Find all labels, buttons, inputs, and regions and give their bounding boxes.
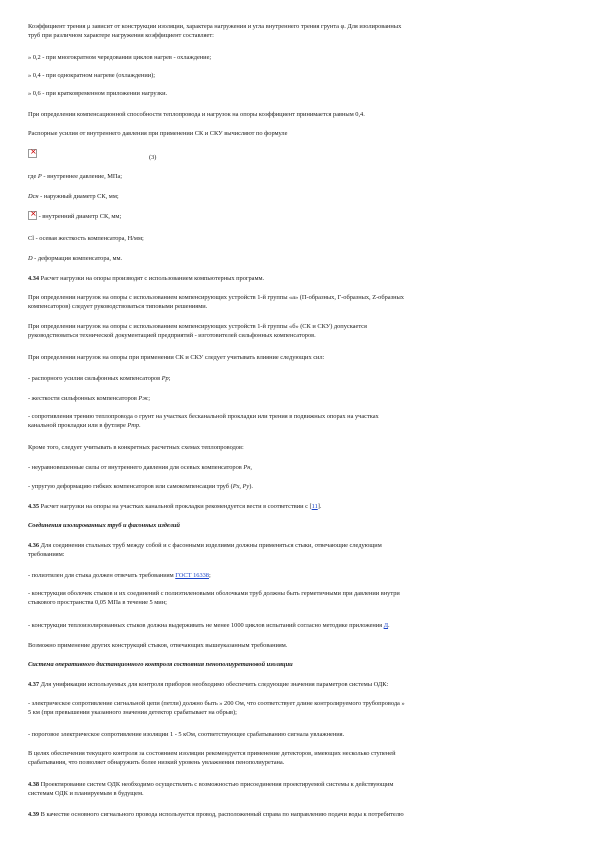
list-item: - пороговое электрическое сопротивление изоляции 1 - 5 кОм, соответствующее срабатыванию сигнала увлажнения. [28, 731, 345, 738]
section-4-38: 4.38 Проектирование систем ОДК необходимо осуществлять с возможностью присоединения проектируемой системы к действующим системам ОДК и планируемым в будущем. [28, 781, 394, 797]
list-item: - конструкция оболочек стыков и их соединений с полиэтиленовыми оболочками труб должны быть герметичными при давлении внутри стыкового пространства 0,05 МПа в течение 5 мин; [28, 590, 400, 606]
paragraph: Кроме того, следует учитывать в конкретных расчетных схемах теплопроводов: [28, 444, 244, 451]
list-item: - жесткости сильфонных компенсаторов Pж; [28, 395, 150, 402]
definition-item: где P - внутреннее давление, МПа; [28, 173, 123, 180]
formula-number: (3) [149, 154, 157, 161]
broken-image-icon [28, 211, 37, 220]
list-item: - полиэтилен для стыка должен отвечать требованиям ГОСТ 16338; [28, 572, 211, 579]
section-4-34: 4.34 Расчет нагрузки на опоры производят с использованием компьютерных программ. [28, 275, 265, 282]
reference-link-11[interactable]: 11 [311, 503, 318, 510]
list-item: » 0,2 - при многократном чередовании циклов нагрев - охлаждение; [28, 54, 212, 61]
list-item: - конструкции теплоизолированных стыков должна выдерживать не менее 1000 циклов испытаний согласно методике приложения Д. [28, 622, 390, 629]
list-item: - неуравновешенные силы от внутреннего давления для осевых компенсаторов Pн, [28, 464, 252, 471]
list-item: - распорного усилия сильфонных компенсаторов Pр; [28, 375, 171, 382]
paragraph: При определении нагрузок на опоры при применении СК и СКУ следует учитывать влияние следующих сил: [28, 354, 325, 361]
list-item: - электрическое сопротивление сигнальной цепи (петли) должно быть » 200 Ом, что соответствует длине контролируемого трубопровода » 5 км (при превышении указанного значения детектор срабатывает на обрыв); [28, 700, 405, 716]
section-heading: Система оперативного дистанционного контроля состояния пенополиуретановой изоляции [28, 661, 293, 668]
section-4-36: 4.36 Для соединения стальных труб между собой и с фасонными изделиями должны применяться стыки, отвечающие следующим требованиям: [28, 542, 382, 558]
section-heading: Соединения изолированных труб и фасонных изделий [28, 522, 180, 529]
paragraph: Распорные усилия от внутреннего давления при применении СК и СКУ вычисляют по формуле [28, 130, 288, 137]
paragraph: При определении нагрузок на опоры с использованием компенсирующих устройств 1-й группы «а» (П-образных, Г-образных, Z-образных компенсаторов) следует руководствоваться типовыми решениями. [28, 294, 404, 310]
definition-item: D - деформация компенсатора, мм. [28, 255, 123, 262]
list-item: - упругую деформацию гибких компенсаторов или самокомпенсации труб (Px, Py). [28, 483, 253, 490]
gost-link[interactable]: ГОСТ 16338 [175, 572, 209, 579]
paragraph-friction-coefficient: Коэффициент трения μ зависит от конструкции изоляции, характера нагружения и угла внутреннего трения грунта φ. Для изолированных труб при различном характере нагружения коэффициент составляет: [28, 23, 402, 39]
paragraph: При определении компенсационной способности теплопровода и нагрузок на опоры коэффициент принимается равным 0,4. [28, 111, 365, 118]
broken-image-icon [28, 149, 37, 158]
list-item: » 0,6 - при кратковременном приложении нагрузки. [28, 90, 168, 97]
appendix-link[interactable]: Д [383, 622, 389, 629]
definition-item: × - внутренний диаметр СК, мм; [28, 211, 568, 221]
formula-row [28, 149, 568, 159]
list-item: » 0,4 - при однократном нагреве (охлаждении); [28, 72, 155, 79]
section-4-35: 4.35 Расчет нагрузки на опоры на участках канальной прокладки рекомендуется вести в соответствии с [11]. [28, 503, 322, 510]
list-item: - сопротивления трению теплопровода о грунт на участках бесканальной прокладки или трения в подвижных опорах на участках канальной прокладки или в футляре Pтр. [28, 413, 379, 429]
definition-item: Dсн - наружный диаметр СК, мм; [28, 193, 119, 200]
paragraph: При определении нагрузок на опоры с использованием компенсирующих устройств 1-й группы «б» (СК и СКУ) допускается руководствоваться технической документацией предприятий - изготовителей сильфонных компенсаторов. [28, 323, 367, 339]
paragraph: Возможно применение других конструкций стыков, отвечающих вышеуказанным требованиям. [28, 642, 288, 649]
section-4-39: 4.39 В качестве основного сигнального провода используется провод, расположенный справа по направлению подачи воды к потребителю [28, 811, 404, 818]
section-4-37: 4.37 Для унификации используемых для контроля приборов необходимо обеспечить следующие значения параметров системы ОДК: [28, 681, 389, 688]
definition-item: Cl - осевая жесткость компенсатора, Н/мм; [28, 235, 144, 242]
paragraph: В целях обеспечения текущего контроля за состоянием изоляции рекомендуется применение детекторов, имеющих несколько ступеней срабатывания, что позволяет обнаружить более низкий уровень увлажнения пенополиуретана. [28, 750, 396, 766]
